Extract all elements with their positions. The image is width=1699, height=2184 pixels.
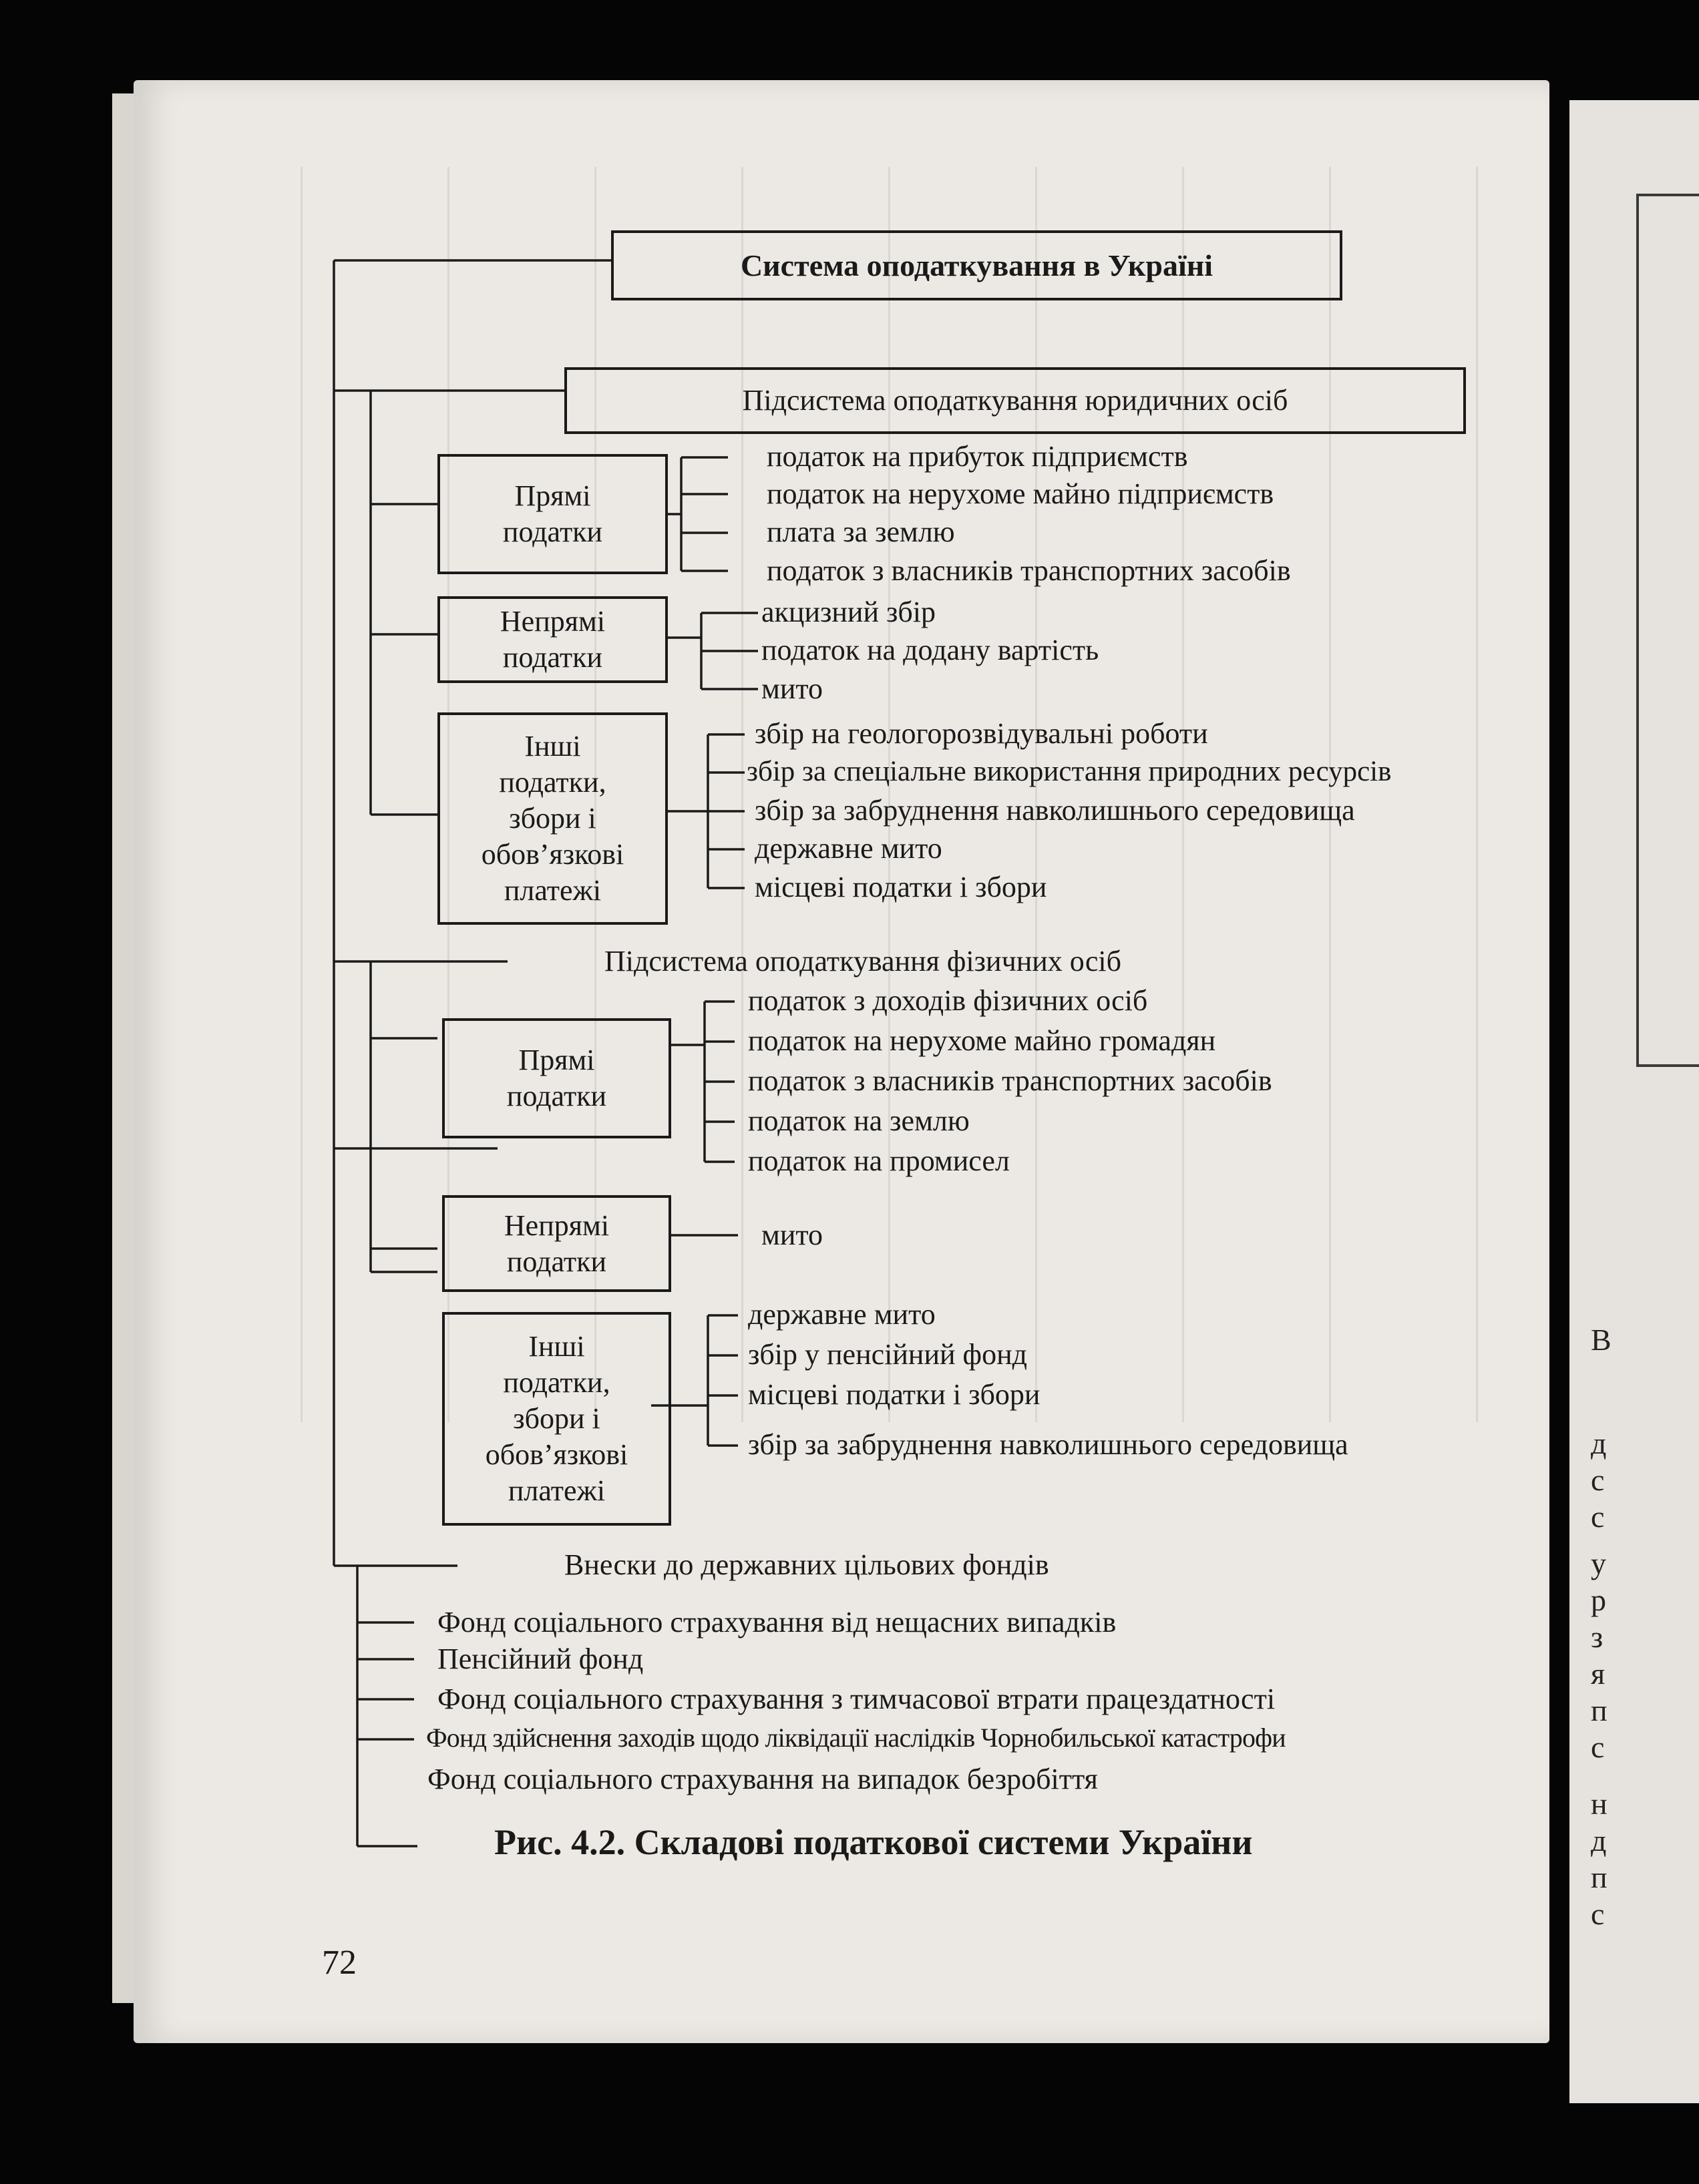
legal-direct-item: плата за землю <box>767 515 955 548</box>
facing-page-fragment: с <box>1591 1897 1605 1931</box>
facing-page-fragment: д <box>1591 1426 1607 1460</box>
individual-direct-item: податок з власників транспортних засобів <box>748 1064 1272 1097</box>
legal-other-item: місцеві податки і збори <box>755 871 1047 903</box>
individual-indirect-label: Непрямі податки <box>504 1209 610 1278</box>
individual-indirect-item: мито <box>761 1219 823 1251</box>
legal-other-box <box>437 712 668 925</box>
facing-page-fragment: р <box>1591 1583 1606 1617</box>
individual-direct-item: податок з доходів фізичних осіб <box>748 984 1148 1017</box>
facing-page-fragment: с <box>1591 1500 1605 1534</box>
figure-caption: Рис. 4.2. Складові податкової системи України <box>494 1822 1253 1862</box>
individual-other-box <box>442 1312 671 1526</box>
individual-direct-item: податок на нерухоме майно громадян <box>748 1024 1216 1057</box>
legal-indirect-item: податок на додану вартість <box>761 634 1099 666</box>
fund-item: Фонд соціального страхування з тимчасової втрати працездатності <box>437 1683 1276 1715</box>
individual-subsystem-title: Підсистема оподаткування фізичних осіб <box>604 945 1122 977</box>
legal-indirect-label: Непрямі податки <box>500 605 606 674</box>
facing-page-fragment: я <box>1591 1657 1606 1691</box>
legal-indirect-item: акцизний збір <box>761 596 936 628</box>
legal-subsystem-title: Підсистема оподаткування юридичних осіб <box>742 384 1288 417</box>
legal-other-item: збір за забруднення навколишнього середовища <box>755 794 1355 827</box>
fund-item: Фонд здійснення заходів щодо ліквідації наслідків Чорнобильської катастрофи <box>426 1723 1286 1753</box>
system-title: Система оподаткування в Україні <box>740 248 1213 282</box>
facing-page-fragment: н <box>1591 1787 1608 1821</box>
individual-indirect-box <box>442 1195 671 1292</box>
facing-page-fragment: п <box>1591 1860 1608 1894</box>
legal-other-item: збір за спеціальне використання природних ресурсів <box>747 756 1392 787</box>
page-number: 72 <box>322 1944 357 1982</box>
facing-page-fragment: с <box>1591 1463 1605 1497</box>
individual-other-label: Інші податки, збори і обов’язкові платежі <box>485 1330 628 1507</box>
individual-other-item: збір у пенсійний фонд <box>748 1338 1027 1371</box>
individual-direct-box <box>442 1018 671 1138</box>
facing-page-fragment: у <box>1591 1546 1606 1580</box>
legal-other-item: державне мито <box>755 832 942 865</box>
system-title-box <box>611 230 1342 300</box>
facing-page-fragment: с <box>1591 1730 1605 1764</box>
facing-page-fragment: п <box>1591 1693 1608 1727</box>
facing-page-fragment: з <box>1591 1620 1603 1654</box>
individual-direct-item: податок на землю <box>748 1104 970 1137</box>
facing-page-fragment: д <box>1591 1823 1607 1858</box>
individual-direct-item: податок на промисел <box>748 1144 1010 1177</box>
legal-subsystem-box <box>564 367 1466 434</box>
individual-other-item: державне мито <box>748 1298 936 1331</box>
fund-item: Фонд соціального страхування від нещасних випадків <box>437 1606 1117 1639</box>
individual-other-item: місцеві податки і збори <box>748 1378 1041 1411</box>
legal-direct-item: податок на прибуток підприємств <box>767 440 1188 473</box>
legal-direct-label: Прямі податки <box>502 479 603 548</box>
fund-item: Пенсійний фонд <box>437 1643 644 1675</box>
legal-direct-item: податок на нерухоме майно підприємств <box>767 477 1274 510</box>
individual-other-item: збір за забруднення навколишнього середовища <box>748 1428 1348 1461</box>
legal-other-label: Інші податки, збори і обов’язкові платежі <box>481 730 624 907</box>
legal-other-item: збір на геологорозвідувальні роботи <box>755 717 1208 750</box>
facing-page-fragment: В <box>1591 1323 1612 1357</box>
legal-direct-item: податок з власників транспортних засобів <box>767 554 1291 587</box>
legal-indirect-item: мито <box>761 672 823 705</box>
legal-indirect-box <box>437 596 668 683</box>
funds-title: Внески до державних цільових фондів <box>564 1548 1049 1581</box>
legal-direct-box <box>437 454 668 574</box>
fund-item: Фонд соціального страхування на випадок безробіття <box>427 1763 1098 1795</box>
individual-direct-label: Прямі податки <box>506 1044 607 1112</box>
